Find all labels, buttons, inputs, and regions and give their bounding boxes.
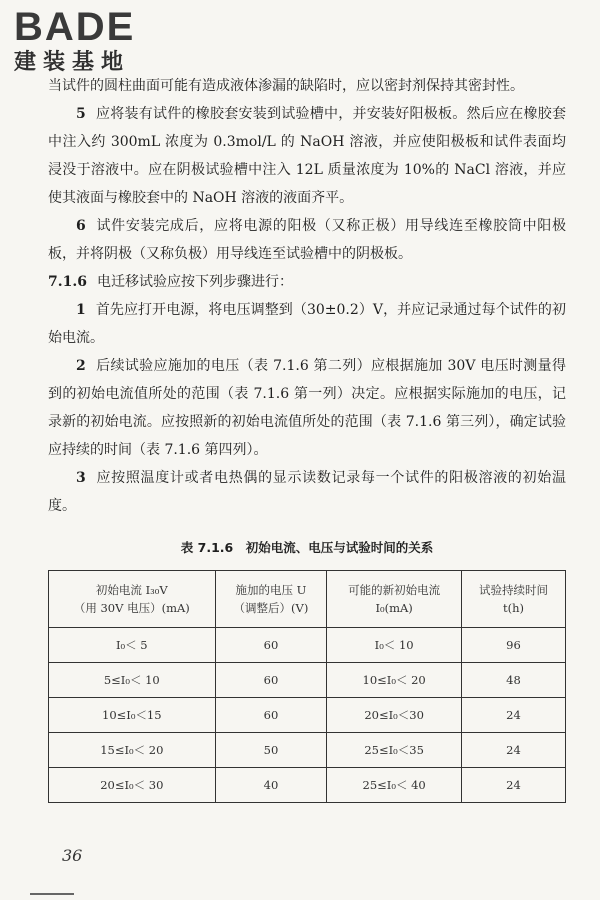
item-text: 试件安装完成后，应将电源的阳极（又称正极）用导线连至橡胶筒中阳极板，并将阴极（又称负极）用导线连至试验槽中的阴极板。 [48, 218, 566, 262]
cell: 5≤I₀＜ 10 [49, 663, 216, 698]
header-new-initial-current: 可能的新初始电流 I₀(mA) [327, 571, 462, 628]
table-row [49, 698, 566, 733]
table-row [49, 628, 566, 663]
cell: I₀＜ 5 [49, 628, 216, 663]
page-number: 36 [62, 846, 83, 865]
step-number: 1 [76, 302, 86, 318]
footer-rule [30, 893, 74, 895]
item-number: 5 [76, 106, 86, 122]
brand-logo [14, 6, 184, 76]
step-1 [48, 296, 566, 352]
step-number: 3 [76, 470, 86, 486]
item-5 [48, 100, 566, 212]
cell: 10≤I₀＜15 [49, 698, 216, 733]
cell: 20≤I₀＜30 [327, 698, 462, 733]
paragraph-continuation: 当试件的圆柱曲面可能有造成液体渗漏的缺陷时，应以密封剂保持其密封性。 [48, 78, 524, 94]
table-header-row [49, 571, 566, 628]
table-row [49, 663, 566, 698]
cell: 24 [461, 733, 565, 768]
cell: 40 [215, 768, 327, 803]
step-text: 应按照温度计或者电热偶的显示读数记录每一个试件的阳极溶液的初始温度。 [48, 470, 566, 514]
step-text: 后续试验应施加的电压（表 7.1.6 第二列）应根据施加 30V 电压时测量得到的初始电流值所处的范围（表 7.1.6 第一列）决定。应根据实际施加的电压，记录新的初始电流。应按照新的初始电流值所处的范围（表 7.1.6 第三列），确定试验应持续的时间（表 7.1.6 第四列）。 [48, 358, 566, 458]
cell: I₀＜ 10 [327, 628, 462, 663]
header-initial-current: 初始电流 I₃₀V （用 30V 电压）(mA) [49, 571, 216, 628]
header-applied-voltage: 施加的电压 U （调整后）(V) [215, 571, 327, 628]
cell: 24 [461, 698, 565, 733]
cell: 96 [461, 628, 565, 663]
logo-wordmark: BADE [14, 5, 136, 49]
table-row [49, 733, 566, 768]
logo-subtitle: 建装基地 [14, 50, 131, 75]
cell: 24 [461, 768, 565, 803]
cell: 50 [215, 733, 327, 768]
step-text: 首先应打开电源，将电压调整到（30±0.2）V，并应记录通过每个试件的初始电流。 [48, 302, 566, 346]
item-number: 6 [76, 218, 86, 234]
step-2 [48, 352, 566, 464]
cell: 20≤I₀＜ 30 [49, 768, 216, 803]
cell: 60 [215, 663, 327, 698]
cell: 10≤I₀＜ 20 [327, 663, 462, 698]
current-voltage-time-table [48, 570, 566, 803]
cell: 15≤I₀＜ 20 [49, 733, 216, 768]
cell: 25≤I₀＜ 40 [327, 768, 462, 803]
cell: 48 [461, 663, 565, 698]
item-6 [48, 212, 566, 268]
page-body [48, 72, 566, 803]
cell: 60 [215, 628, 327, 663]
section-7-1-6 [48, 268, 566, 296]
table-caption: 表 7.1.6 初始电流、电压与试验时间的关系 [180, 540, 434, 555]
step-number: 2 [76, 358, 86, 374]
step-3 [48, 464, 566, 520]
section-text: 电迁移试验应按下列步骤进行： [96, 274, 293, 290]
header-test-duration: 试验持续时间 t(h) [461, 571, 565, 628]
cell: 25≤I₀＜35 [327, 733, 462, 768]
section-number: 7.1.6 [48, 274, 87, 290]
item-text: 应将装有试件的橡胶套安装到试验槽中，并安装好阳极板。然后应在橡胶套中注入约 300mL 浓度为 0.3mol/L 的 NaOH 溶液，并应使阳极板和试件表面均浸没于溶液中。应在阴极试验槽中注入 12L 质量浓度为 10%的 NaCl 溶液，并应使其液面与橡胶套中的 NaOH 溶液的液面齐平。 [48, 106, 566, 206]
cell: 60 [215, 698, 327, 733]
table-row [49, 768, 566, 803]
